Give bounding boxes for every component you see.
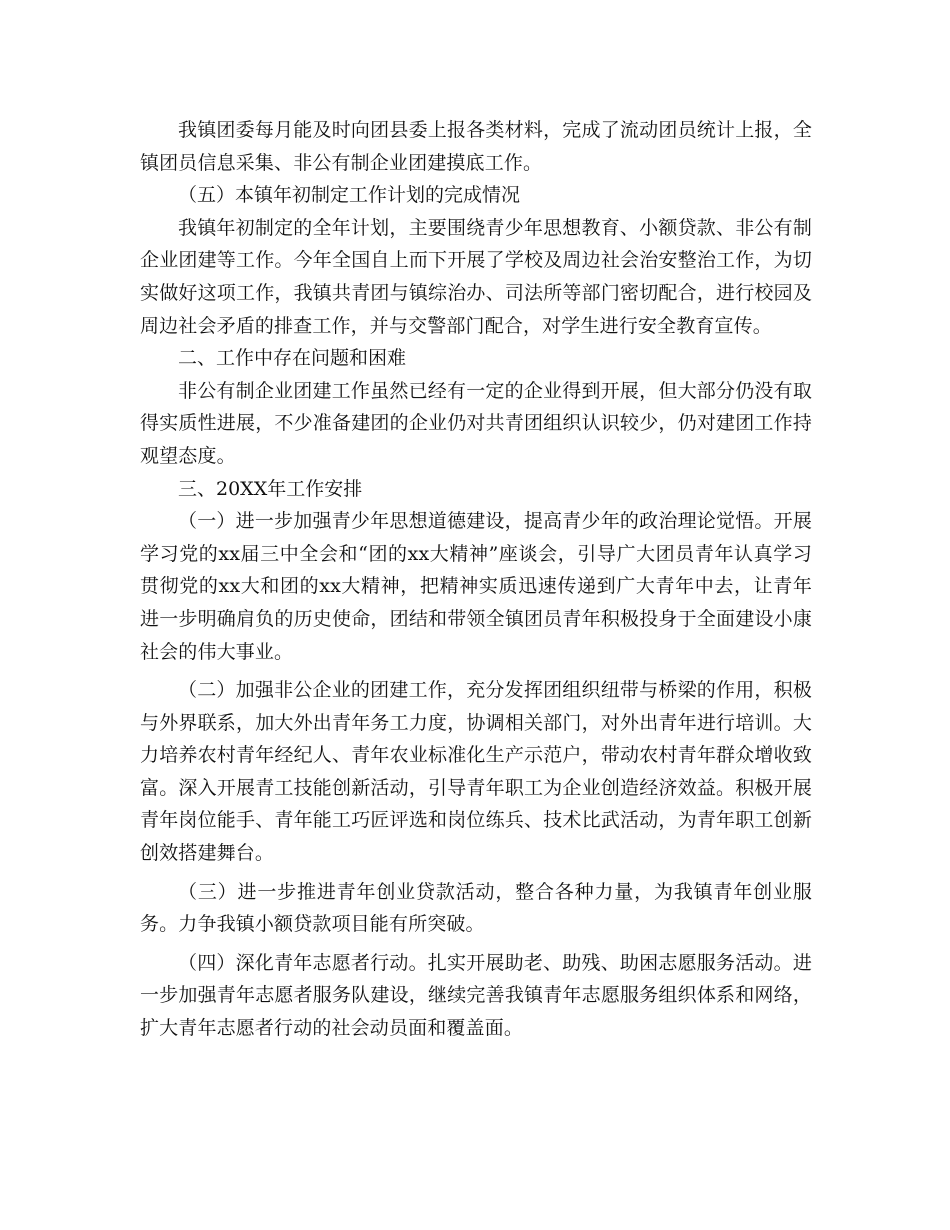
heading-problems: 二、工作中存在问题和困难 [178, 347, 407, 370]
paragraph-arrangement-2: （二）加强非公企业的团建工作，充分发挥团组织纽带与桥梁的作用，积极与外界联系，加大外出青年务工力度，协调相关部门，对外出青年进行培训。大力培养农村青年经纪人、青年农业标准化生产示范户，带动农村青年群众增收致富。深入开展青工技能创新活动，引导青年职工为企业创造经济效益。积极开展青年岗位能手、青年能工巧匠评选和岗位练兵、技术比武活动，为青年职工创新创效搭建舞台。 [140, 679, 812, 865]
heading-plan-completion: （五）本镇年初制定工作计划的完成情况 [178, 184, 521, 207]
paragraph-problems: 非公有制企业团建工作虽然已经有一定的企业得到开展，但大部分仍没有取得实质性进展，不少准备建团的企业仍对共青团组织认识较少，仍对建团工作持观望态度。 [140, 379, 812, 467]
paragraph-report-materials: 我镇团委每月能及时向团县委上报各类材料，完成了流动团员统计上报，全镇团员信息采集、非公有制企业团建摸底工作。 [140, 119, 812, 174]
heading-work-arrangement: 三、20XX年工作安排 [178, 477, 363, 500]
paragraph-arrangement-1: （一）进一步加强青少年思想道德建设，提高青少年的政治理论觉悟。开展学习党的xx届三中全会和“团的xx大精神”座谈会，引导广大团员青年认真学习贯彻党的xx大和团的xx大精神，把精神实质迅速传递到广大青年中去，让青年进一步明确肩负的历史使命，团结和带领全镇团员青年积极投身于全面建设小康社会的伟大事业。 [140, 510, 812, 663]
paragraph-arrangement-4: （四）深化青年志愿者行动。扎实开展助老、助残、助困志愿服务活动。进一步加强青年志愿者服务队建设，继续完善我镇青年志愿服务组织体系和网络，扩大青年志愿者行动的社会动员面和覆盖面。 [140, 951, 812, 1040]
document-body [140, 114, 812, 1045]
paragraph-arrangement-3: （三）进一步推进青年创业贷款活动，整合各种力量，为我镇青年创业服务。力争我镇小额贷款项目能有所突破。 [140, 880, 812, 936]
paragraph-annual-plan: 我镇年初制定的全年计划，主要围绕青少年思想教育、小额贷款、非公有制企业团建等工作。今年全国自上而下开展了学校及周边社会治安整治工作，为切实做好这项工作，我镇共青团与镇综治办、司法所等部门密切配合，进行校园及周边社会矛盾的排查工作，并与交警部门配合，对学生进行安全教育宣传。 [140, 216, 812, 337]
